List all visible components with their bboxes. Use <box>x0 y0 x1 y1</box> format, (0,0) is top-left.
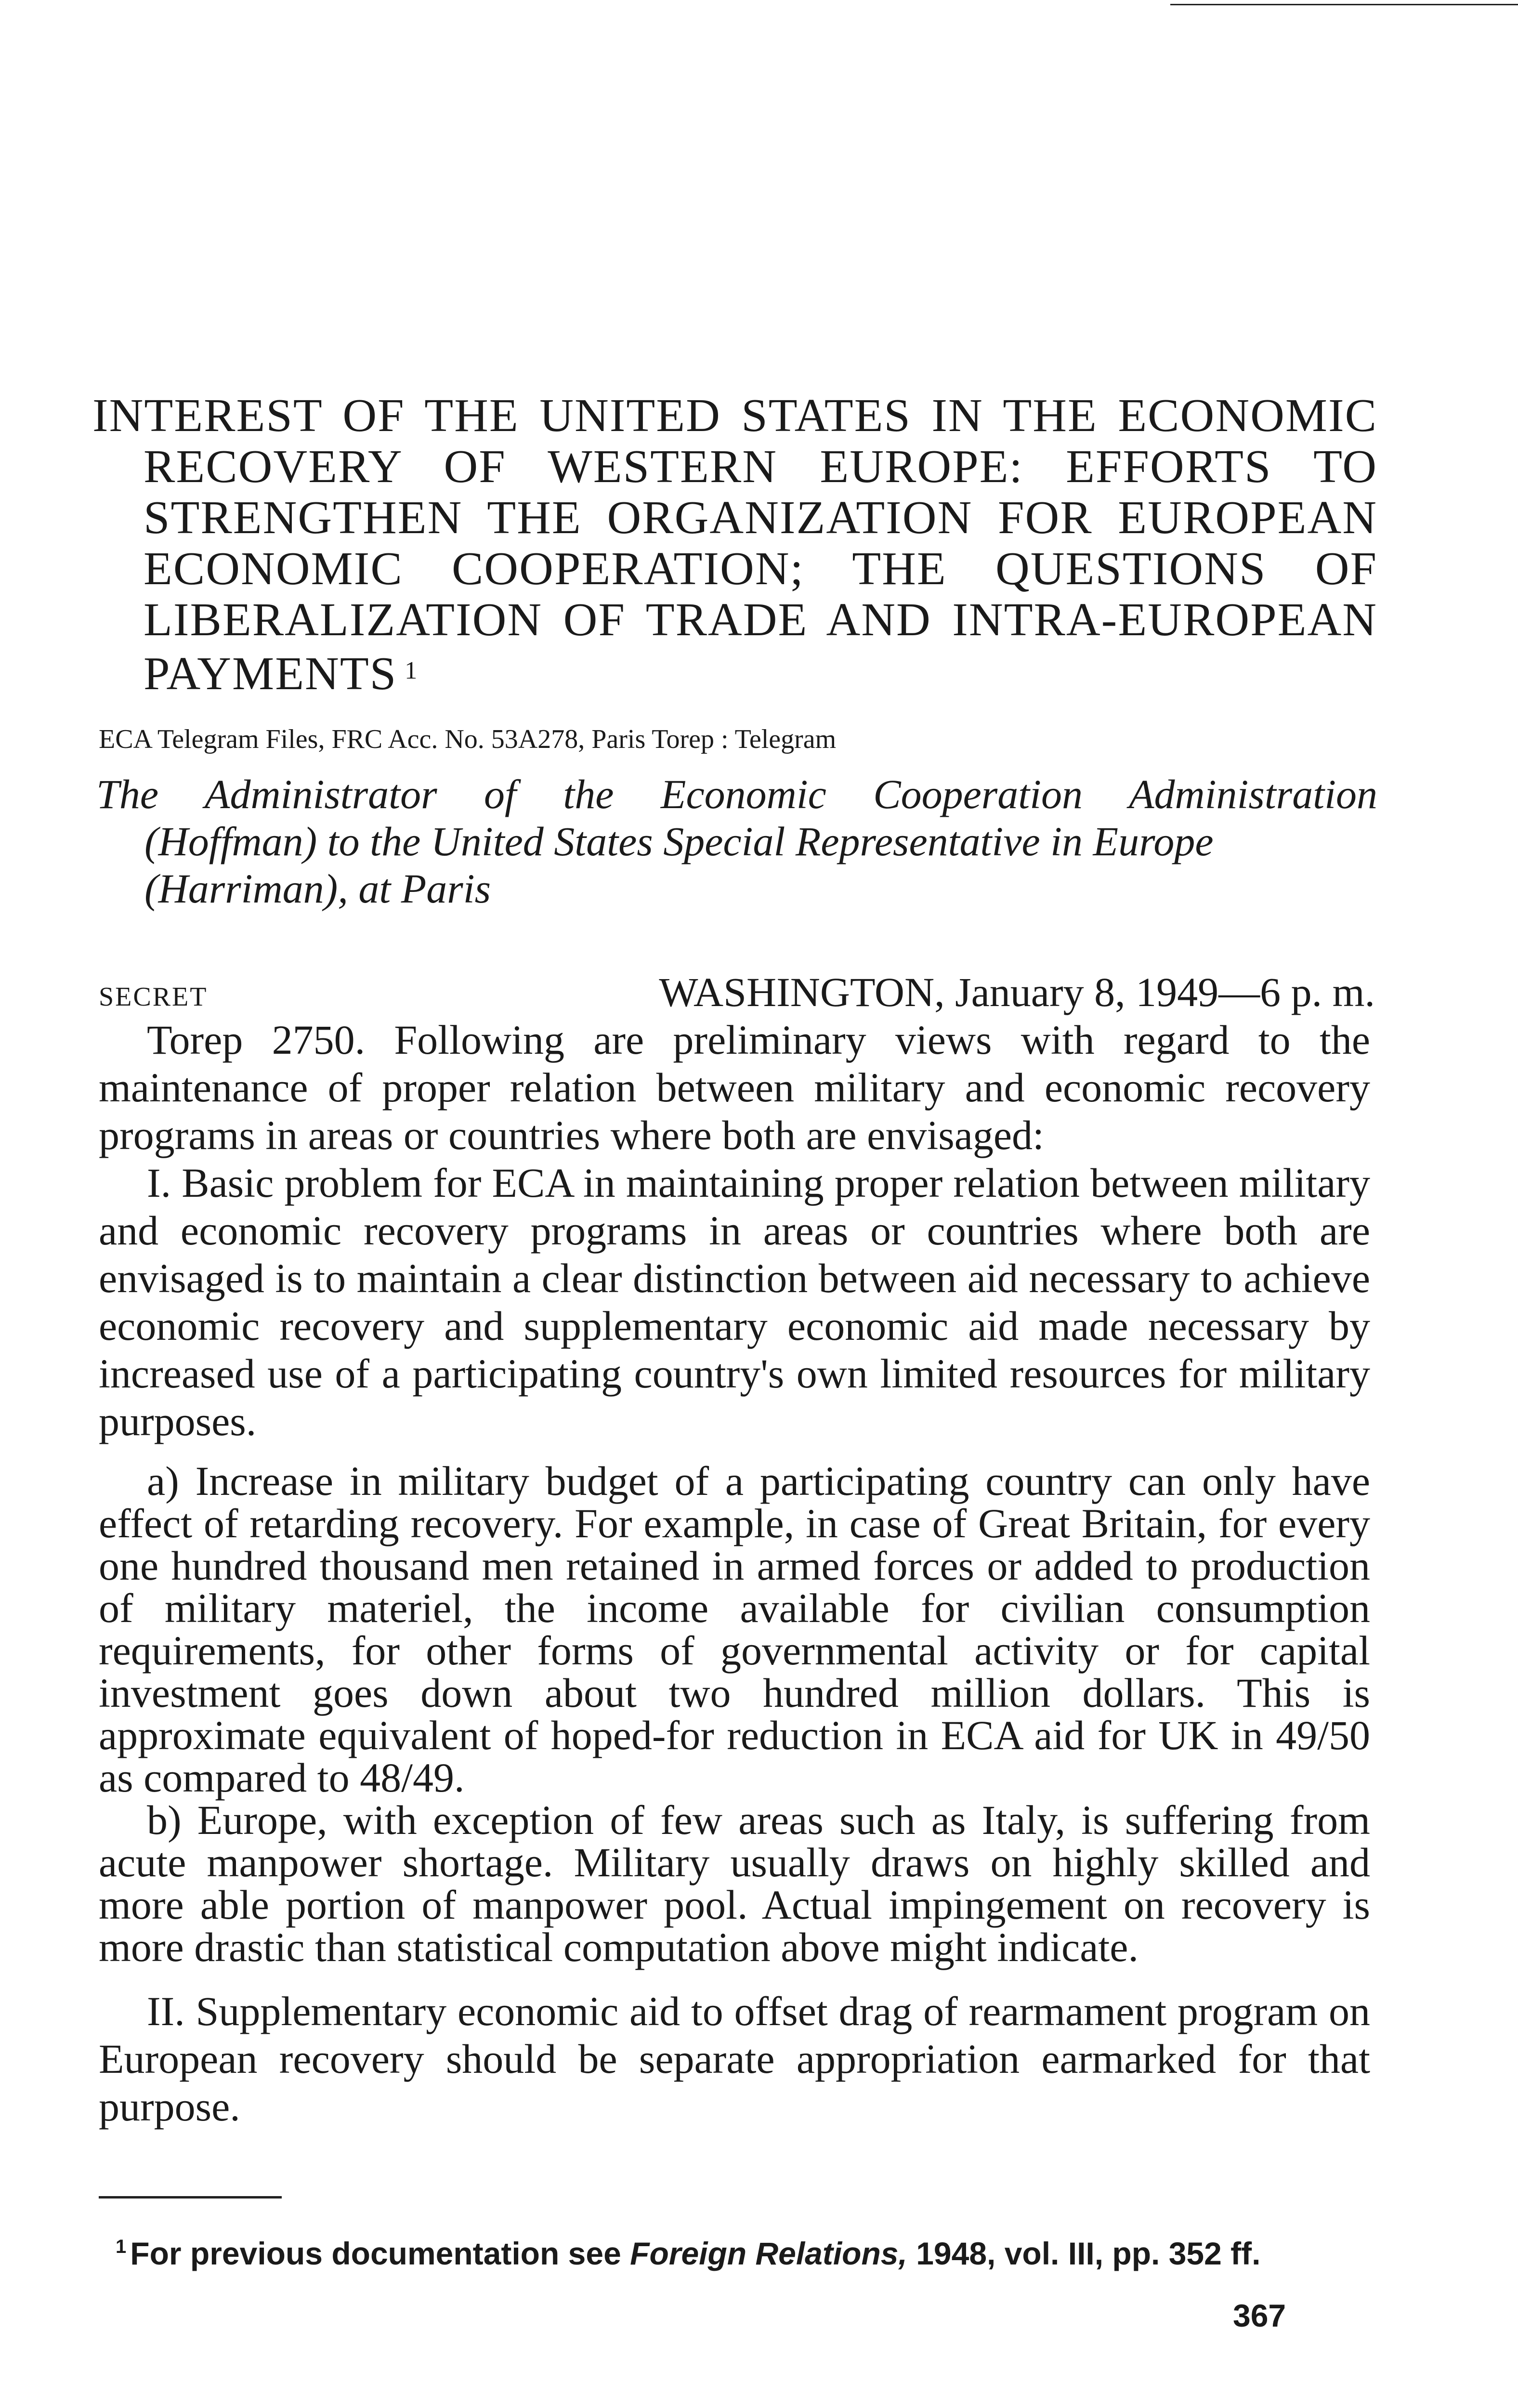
footnote-text-after: 1948, vol. III, pp. 352 ff. <box>916 2236 1261 2271</box>
title-line-5: LIBERALIZATION OF TRADE AND INTRA-EUROPEAN <box>144 594 1377 646</box>
paragraph-point-b: b) Europe, with exception of few areas such as Italy, is suffering from acute manpower shortage. Military usually draws on highly skilled and more able portion of manpower pool. Actual impingement on recovery is more drastic than statistical computation above might indicate. <box>99 1797 1370 1970</box>
source-citation: ECA Telegram Files, FRC Acc. No. 53A278, Paris Torep : Telegram <box>99 724 837 754</box>
paragraph-intro: Torep 2750. Following are preliminary views with regard to the maintenance of proper relation between military and economic recovery programs in areas or countries where both are envisaged: <box>99 1017 1370 1158</box>
footnote-citation: Foreign Relations, <box>630 2236 907 2271</box>
paragraph-point-a: a) Increase in military budget of a participating country can only have effect of retarding recovery. For example, in case of Great Britain, for every one hundred thousand men retained in armed forces or added to production of military materiel, the income available for civilian consumption requirements, for other forms of governmental activity or for capital investment goes down about two hundred million dollars. This is approximate equivalent of hoped-for reduction in ECA aid for UK in 49/50 as compared to 48/49. <box>99 1458 1370 1801</box>
paragraph-section-2: II. Supplementary economic aid to offset drag of rearmament program on European recovery should be separate appropriation earmarked for that purpose. <box>99 1988 1370 2130</box>
title-line-1: INTEREST OF THE UNITED STATES IN THE ECONOMIC <box>92 390 1377 442</box>
heading-line-3: (Harriman), at Paris <box>144 865 491 912</box>
title-line-4: ECONOMIC COOPERATION; THE QUESTIONS OF <box>144 543 1377 595</box>
title-line-3: STRENGTHEN THE ORGANIZATION FOR EUROPEAN <box>144 492 1377 544</box>
document-heading <box>96 771 1377 912</box>
title-line-2: RECOVERY OF WESTERN EUROPE: EFFORTS TO <box>144 441 1377 493</box>
footnote-rule <box>99 2196 282 2199</box>
footnote-marker: 1 <box>116 2236 127 2257</box>
footnote-text-before: For previous documentation see <box>130 2236 621 2271</box>
title-footnote-marker: 1 <box>405 657 419 684</box>
page-number: 367 <box>1233 2298 1286 2333</box>
place-date: WASHINGTON, January 8, 1949—6 p. m. <box>659 969 1375 1015</box>
paragraph-section-1: I. Basic problem for ECA in maintaining proper relation between military and economic recovery programs in areas or countries where both are envisaged is to maintain a clear distinction between aid necessary to achieve economic recovery and supplementary economic aid made necessary by increased use of a participating country's own limited resources for military purposes. <box>99 1160 1370 1444</box>
telegram-body <box>99 1016 1370 2131</box>
heading-line-2: (Hoffman) to the United States Special Representative in Europe <box>144 818 1214 864</box>
top-rule <box>1170 4 1518 5</box>
dateline <box>99 968 1375 1016</box>
heading-line-1: The Administrator of the Economic Cooperation Administration <box>96 771 1377 817</box>
classification-label: SECRET <box>99 982 208 1012</box>
title-line-6 <box>96 645 1377 699</box>
footnote <box>116 2227 1377 2273</box>
title-line-6-text: PAYMENTS <box>144 648 397 700</box>
chapter-title <box>92 390 1377 700</box>
